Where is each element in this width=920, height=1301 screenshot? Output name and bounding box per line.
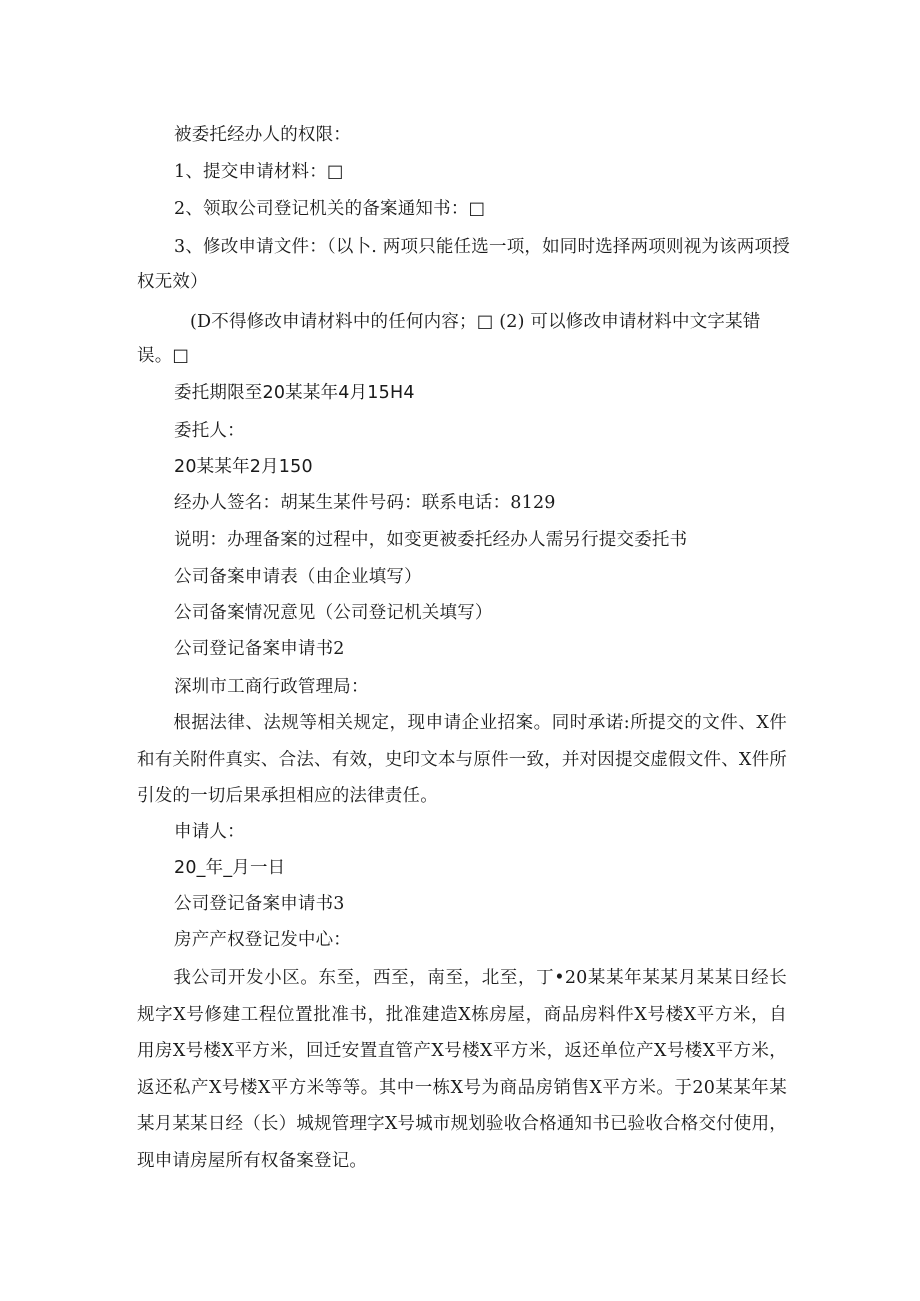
date-placeholder: 20_年_月一日: [174, 858, 286, 878]
delegate-authority-heading: 被委托经办人的权限：: [174, 125, 351, 145]
principal-date: 20某某年2月150: [174, 457, 313, 477]
delegation-period: 委托期限至20某某年4月15H4: [174, 383, 415, 403]
applicant-label: 申请人：: [174, 822, 245, 842]
commitment-paragraph: [137, 705, 787, 815]
authority-item-submit: 1、提交申请材料：□: [174, 162, 344, 182]
modify-option: (D不得修改申请材料中的任何内容；□ (2) 可以修改申请材料中文字某错: [190, 312, 761, 332]
property-text: 我公司开发小区。东至，西至，南至，北至，丁•20某某年某某月某某日经长规字X号修建工程位置批准书，批准建造X栋房屋，商品房料件X号楼X平方米，自用房X号楼X平方米，回迁安置直管产X号楼X平方米，返还单位产X号楼X平方米，返还私产X号楼X平方米等等。其中一栋X号为商品房销售X平方米。于20某某年某某月某某日经（长）城规管理字X号城市规划验收合格通知书已验收合格交付使用，现申请房屋所有权备案登记。: [137, 968, 787, 1171]
authority-item-modify: 3、修改申请文件：（以卜. 两项只能任选一项，如同时选择两项则视为该两项授: [174, 237, 790, 257]
section-title-opinion: 公司备案情况意见（公司登记机关填写）: [174, 603, 493, 623]
note-line: 说明：办理备案的过程中，如变更被委托经办人需另行提交委托书: [174, 530, 688, 550]
commitment-text: 根据法律、法规等相关规定，现申请企业招案。同时承诺:所提交的文件、X件和有关附件真实、合法、有效，史印文本与原件一致，并对因提交虚假文件、X件所引发的一切后果承担相应的法律责任。: [137, 713, 787, 806]
authority-item-modify-cont: 权无效）: [137, 272, 208, 292]
agent-signature-line: 经办人签名：胡某生某件号码：联系电话：8129: [174, 493, 556, 513]
section-title-application-3: 公司登记备案申请书3: [174, 894, 345, 914]
addressee-property-center: 房产产权登记发中心：: [174, 930, 351, 950]
modify-option-cont: 误。□: [137, 346, 190, 366]
section-title-application-2: 公司登记备案申请书2: [174, 639, 345, 659]
section-title-application-form: 公司备案申请表（由企业填写）: [174, 567, 422, 587]
property-paragraph: [137, 960, 787, 1179]
authority-item-collect: 2、领取公司登记机关的备案通知书：□: [174, 199, 486, 219]
addressee-shenzhen: 深圳市工商行政管理局：: [174, 677, 369, 697]
principal-label: 委托人：: [174, 421, 245, 441]
